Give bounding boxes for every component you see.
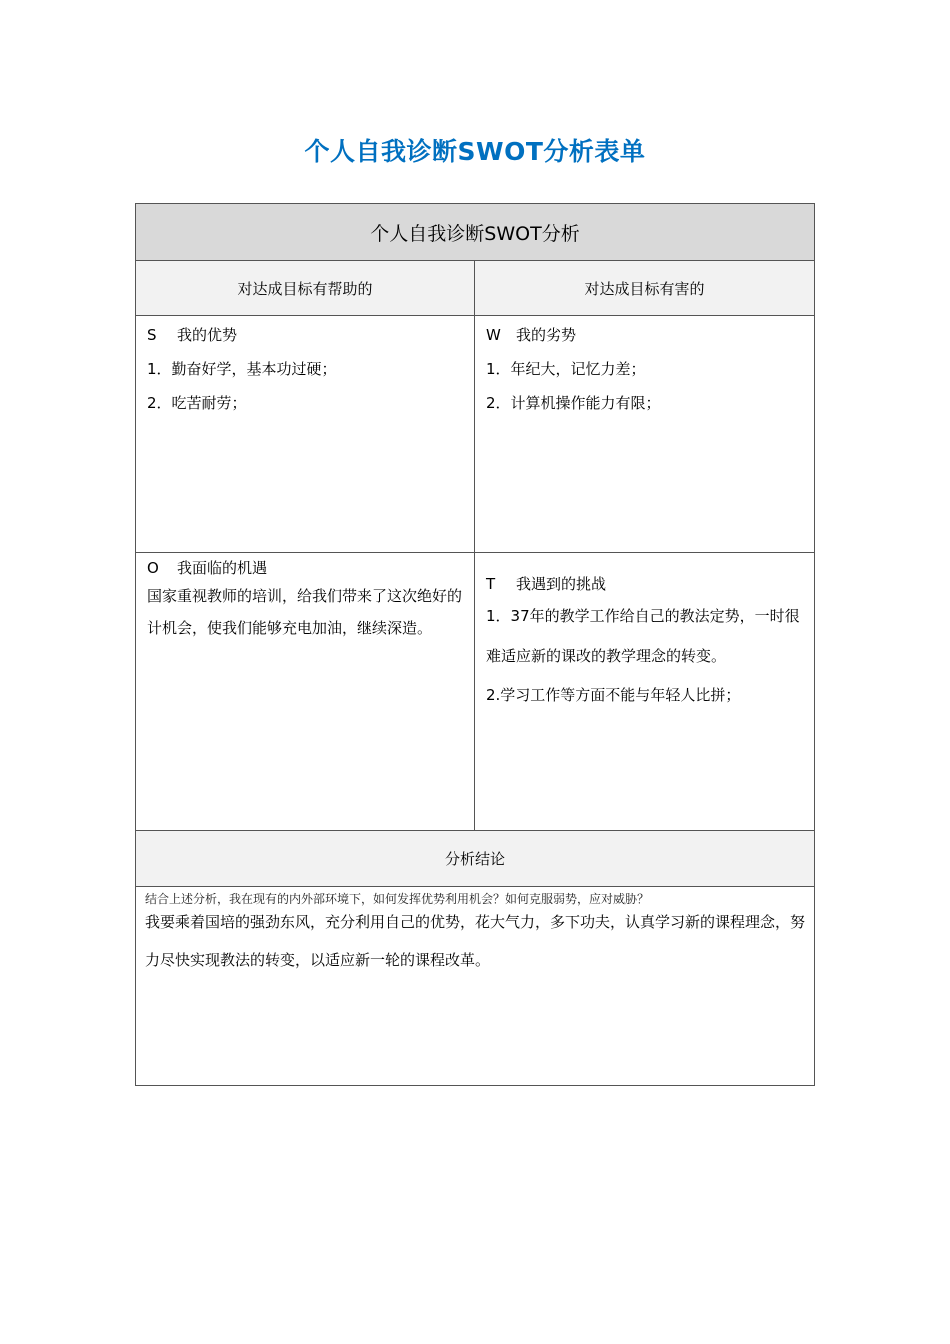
conclusion-header: 分析结论: [136, 831, 814, 887]
opportunities-body: 国家重视教师的培训，给我们带来了这次绝好的计机会，使我们能够充电加油，继续深造。: [147, 587, 463, 637]
conclusion-cell: [136, 887, 814, 1085]
swot-table: [135, 203, 815, 1086]
threat-item: 2.学习工作等方面不能与年轻人比拼；: [486, 686, 741, 704]
conclusion-prompt: 结合上述分析，我在现有的内外部环境下，如何发挥优势利用机会？如何克服弱势，应对威胁？: [145, 892, 650, 906]
table-title: 个人自我诊断SWOT分析: [136, 204, 814, 261]
strengths-letter: S: [147, 326, 157, 344]
harmful-header: 对达成目标有害的: [475, 261, 814, 316]
threats-heading: [486, 573, 804, 595]
opportunities-cell: [136, 553, 475, 831]
weakness-item: 1．年纪大，记忆力差；: [486, 360, 646, 378]
threat-item: 1．37年的教学工作给自己的教法定势，一时很难适应新的课改的教学理念的转变。: [486, 607, 800, 665]
weaknesses-title: 我的劣势: [516, 326, 577, 344]
weaknesses-heading: [486, 324, 804, 346]
strength-item: 1．勤奋好学，基本功过硬；: [147, 360, 337, 378]
threats-cell: [475, 553, 814, 831]
page-title: 个人自我诊断SWOT分析表单: [304, 137, 646, 166]
threats-title: 我遇到的挑战: [516, 575, 607, 593]
helpful-header: 对达成目标有帮助的: [136, 261, 475, 316]
strengths-title: 我的优势: [177, 326, 238, 344]
strengths-heading: [147, 324, 464, 346]
weakness-item: 2．计算机操作能力有限；: [486, 394, 661, 412]
threats-letter: T: [486, 575, 496, 593]
strengths-cell: [136, 316, 475, 553]
weaknesses-cell: [475, 316, 814, 553]
strength-item: 2．吃苦耐劳；: [147, 394, 247, 412]
opportunities-title: 我面临的机遇: [177, 559, 268, 577]
opportunities-heading: [147, 557, 464, 579]
conclusion-text: 我要乘着国培的强劲东风，充分利用自己的优势，花大气力，多下功夫，认真学习新的课程理念，努力尽快实现教法的转变，以适应新一轮的课程改革。: [145, 913, 806, 969]
weaknesses-letter: W: [486, 326, 501, 344]
opportunities-letter: O: [147, 559, 159, 577]
